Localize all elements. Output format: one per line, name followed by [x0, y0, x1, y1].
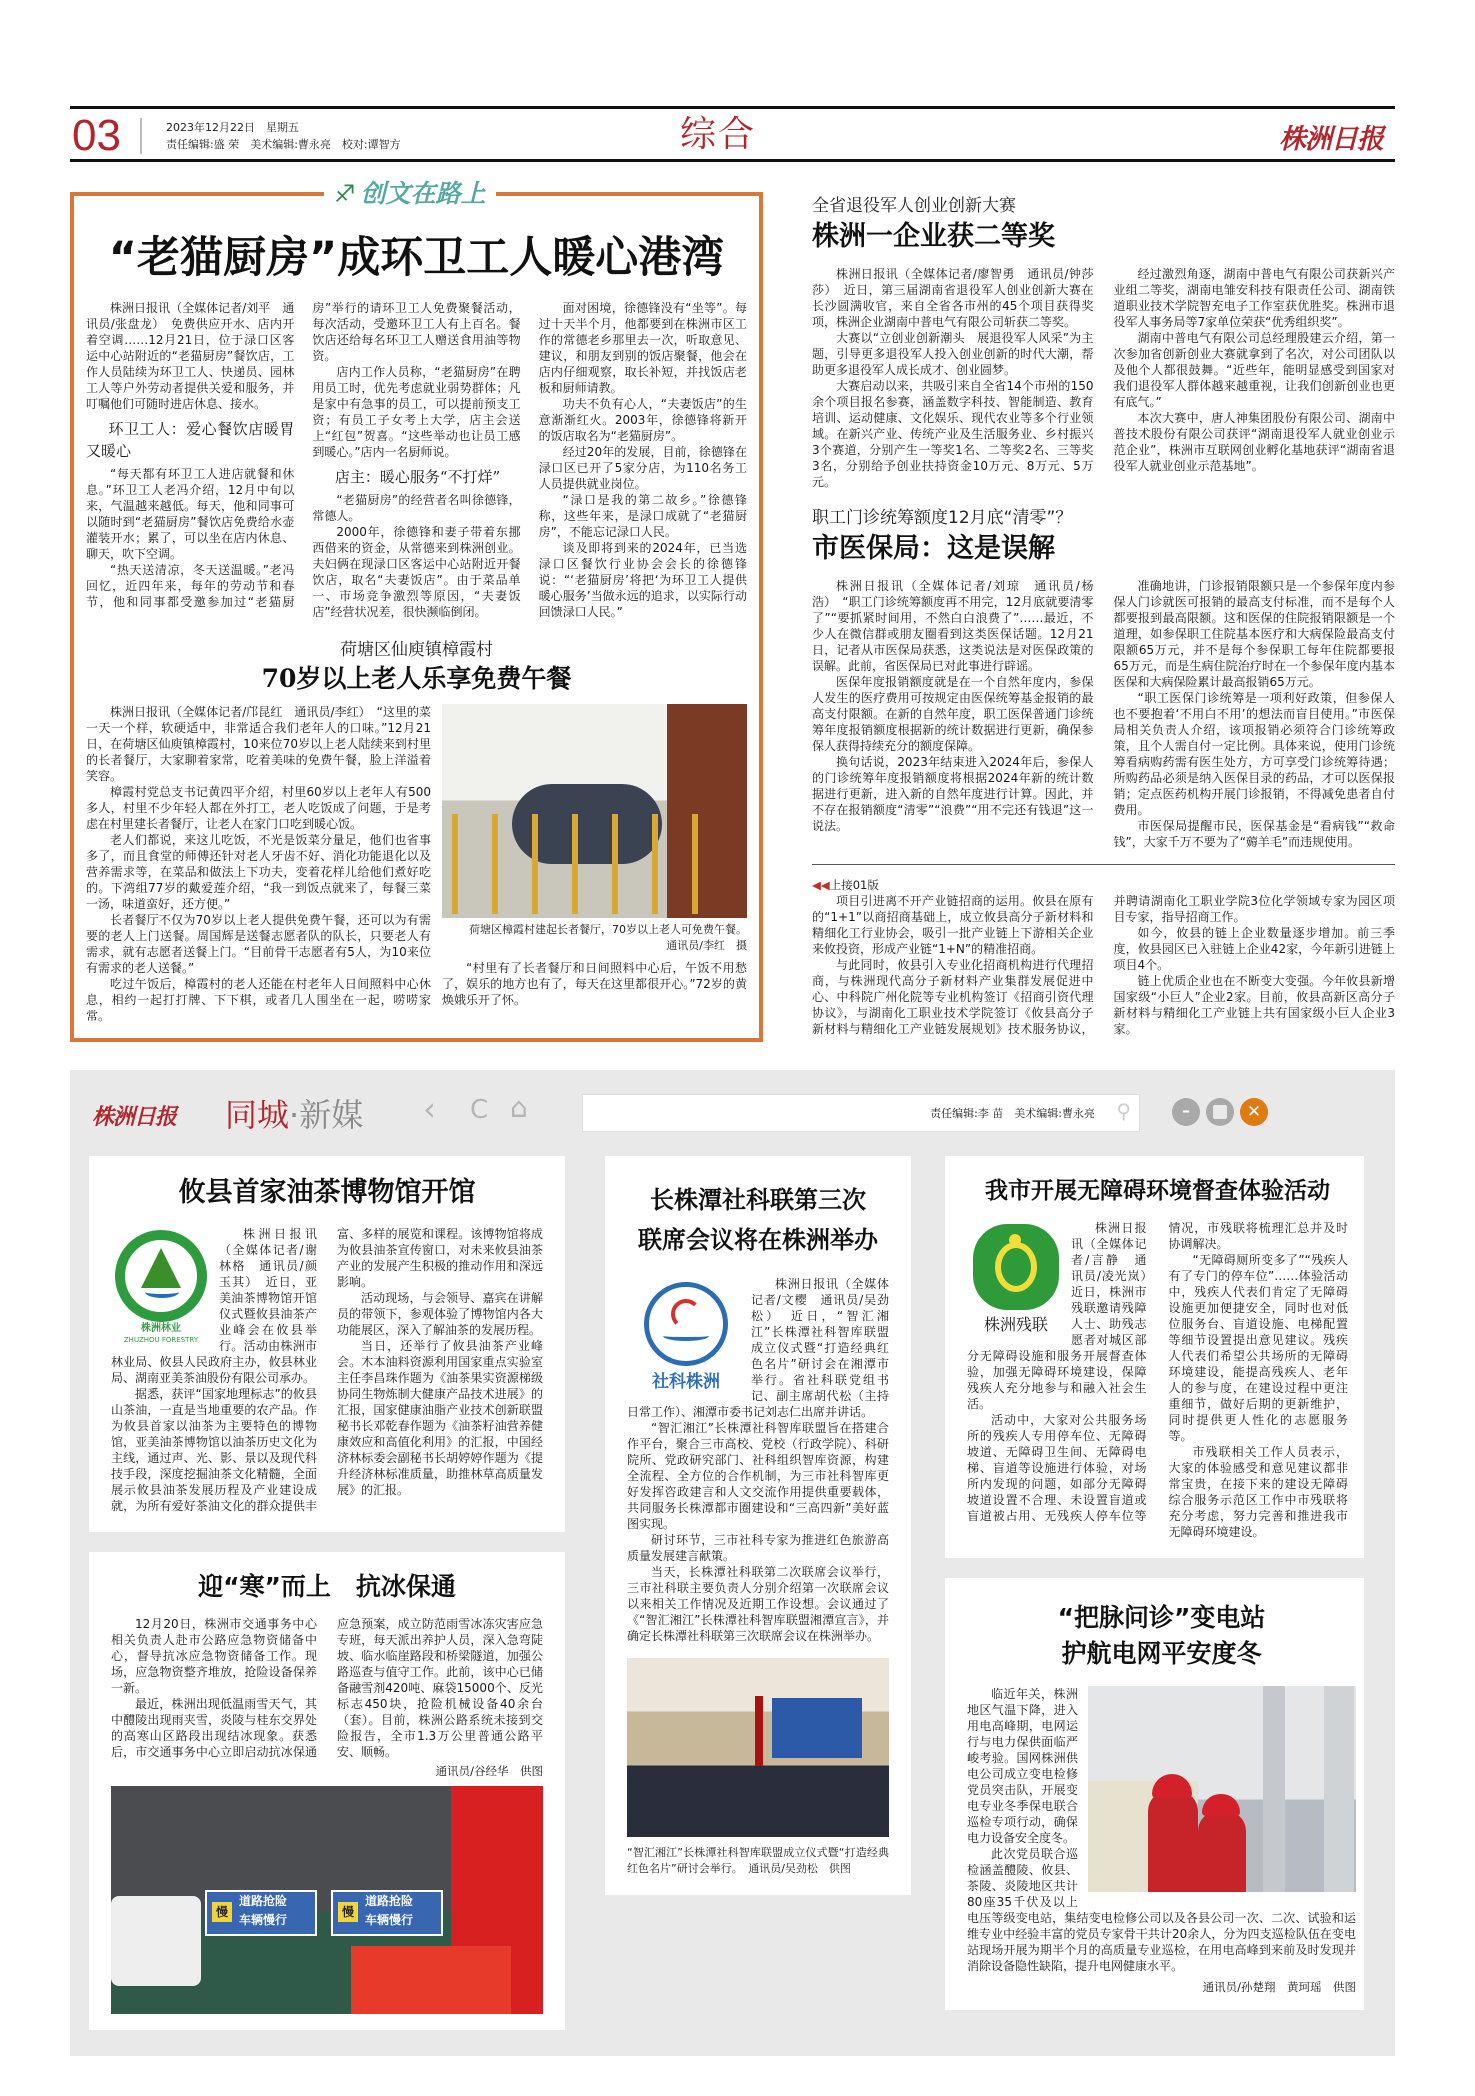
paragraph: 吃过午饭后，樟霞村的老人还能在村老年人日间照料中心休息，相约一起打打牌、下下棋，或者几人围坐在一起，唠唠家常。 — [86, 977, 431, 1023]
paragraph: 面对困境，徐德锋没有“坐等”。每过十天半个月，他都要到在株洲市区工作的常德老乡那里去一次，听取意见、建议，和朋友到别的饭店聚餐，他会在店内仔细观察，取长补短，并找饭店老板和厨师请教。 — [538, 301, 747, 395]
paragraph: 湖南中普电气有限公司总经理殷建云介绍，第一次参加省创新创业大赛就拿到了名次，对公司团队以及他个人都很鼓舞。“近些年，能明显感受到国家对我们退役军人群体越来越重视，让我们创新创业也更有底气。” — [1113, 331, 1395, 409]
ice-card — [89, 1552, 565, 2030]
ice-body — [111, 1616, 543, 1760]
maximize-button[interactable] — [1206, 1098, 1234, 1126]
paragraph: 株洲日报讯（全媒体记者/谢林格 通讯员/颜玉其） 近日，亚美油茶博物馆开馆仪式暨攸县油茶产业峰会在攸县举行。活动由株洲市林业局、攸县人民政府主办，攸县林业局、湖南亚美茶油股份有限公司承办。 — [111, 1227, 317, 1385]
brand-gray: ·新媒 — [289, 1096, 364, 1134]
elders-photo-column — [442, 704, 747, 1024]
sign-line: 道路抢险 — [239, 1894, 288, 1908]
sign-line: 道路抢险 — [365, 1894, 414, 1908]
paragraph: 换句话说，2023年结束进入2024年后，参保人的门诊统筹年度报销额度将根据2024年新的统计数据进行更新，进入新的自然年度进行计算。因此，并不存在报销额度“清零”“浪费”“用不完还有钱退”这一说法。 — [812, 755, 1094, 833]
elders-closing — [442, 960, 747, 1008]
header-meta — [166, 119, 401, 153]
paragraph: “职工医保门诊统筹是一项利好政策，但参保人也不要抱着‘不用白不用’的想法而盲目使用。”市医保局相关负责人介绍，该项报销必须符合门诊统筹政策，且个人需自付一定比例。具体来说，使用门诊统筹看病购药需有医生处方，方可享受门诊统筹待遇；所购药品必须是纳入医保目录的药品，才可以医保报销；定点医药机构开展门诊报销，不得减免患者自付费用。 — [1113, 691, 1395, 817]
headline-line: 护航电网平安度冬 — [1061, 1639, 1262, 1668]
elders-photo-caption — [442, 922, 747, 954]
paragraph: 本次大赛中，唐人神集团股份有限公司、湖南中普技术股份有限公司获评“湖南退役军人就业创业示范企业”，株洲市互联网创业孵化基地获评“湖南省退役军人就业创业示范基地”。 — [1113, 411, 1395, 473]
right-card-stack — [945, 1156, 1364, 2010]
paragraph: 株洲日报讯（全媒体记者/刘平 通讯员/张盘龙） 免费供应开水、店内开着空调……12月21日，位于渌口区客运中心站附近的“老猫厨房”餐饮店，工作人员陆续为环卫工人、快递员、园林工人等户外劳动者提供关爱和服务，并叮嘱他们可随时进店休息、接水。 — [86, 301, 295, 411]
veterans-headline: 株洲一企业获二等奖 — [812, 221, 1055, 252]
brand-red: 同城 — [225, 1096, 290, 1134]
elders-kicker: 荷塘区仙庾镇樟霞村 — [340, 640, 493, 660]
lead-headline: “老猫厨房”成环卫工人暖心港湾 — [108, 233, 725, 283]
supplement-brand — [225, 1090, 363, 1136]
paragraph: 株洲日报讯（全媒体记者/文樱 通讯员/吴劲松） 近日，“智汇湘江”长株潭社科智库联盟成立仪式暨“打造经典红色名片”研讨会在湘潭市举行。省社科联党组书记、副主席胡代松（主持日常工作）、湘潭市委书记刘志仁出席并讲话。 — [627, 1277, 889, 1419]
paragraph: 项目引进离不开产业链招商的运用。攸县在原有的“1+1”以商招商基础上，成立攸县高分子新材料和精细化工行业协会，吸引一批产业链上下游相关企业来攸投资，形成产业链“1+N”的精准招商。 — [812, 894, 1094, 956]
barrier-headline: 我市开展无障碍环境督查体验活动 — [985, 1177, 1330, 1204]
close-button[interactable]: ✕ — [1240, 1098, 1268, 1126]
search-bar[interactable] — [582, 1094, 1140, 1132]
medical-body — [812, 578, 1395, 850]
double-arrow-left-icon: ◀◀ — [812, 878, 830, 892]
medical-kicker: 职工门诊统筹额度12月底“清零”？ — [812, 508, 1073, 528]
page-number: 03 — [72, 111, 121, 160]
paragraph: 市医保局提醒市民，医保基金是“看病钱”“救命钱”，大家千万不要为了“薅羊毛”而违规使用。 — [1113, 819, 1395, 849]
substation-body — [967, 1686, 1356, 1974]
continued-body — [812, 893, 1395, 1037]
social-headline — [627, 1180, 889, 1260]
headline-line: “把脉问诊”变电站 — [1057, 1603, 1266, 1632]
lead-article — [70, 179, 763, 1042]
runner-icon: ♐ — [334, 180, 356, 208]
paragraph: 研讨环节，三市社科专家为推进红色旅游高质量发展建言献策。 — [627, 1533, 889, 1563]
supplement-toolbar — [89, 1070, 1395, 1156]
newspaper-logo: 株洲日报 — [1279, 124, 1383, 155]
substation-credit: 通讯员/孙楚翔 黄珂瑶 供图 — [1202, 1980, 1356, 1994]
emergency-supplies-photo — [111, 1786, 543, 2014]
sign-line: 车辆慢行 — [239, 1913, 288, 1927]
paragraph: 经过激烈角逐，湖南中普电气有限公司获新兴产业组二等奖，湖南电雏安科技有限责任公司、湖南铁道职业技术学院智充电子工作室获优胜奖。株洲市退役军人事务局等7家单位荣获“优秀组织奖”。 — [1113, 267, 1395, 329]
camellia-headline: 攸县首家油茶博物馆开馆 — [178, 1177, 476, 1208]
conference-photo — [627, 1658, 889, 1837]
refresh-icon[interactable]: C — [470, 1095, 489, 1125]
issue-date: 2023年12月22日 星期五 — [166, 121, 299, 134]
home-icon[interactable]: ⌂ — [510, 1091, 528, 1124]
paragraph: 如今，攸县的链上企业数量逐步增加。前三季度，攸县园区已入驻链上企业42家，今年新引进链上项目4个。 — [1113, 926, 1395, 972]
logo-text: 株洲残联 — [983, 1315, 1048, 1334]
right-column — [812, 192, 1395, 1042]
continued-text: 上接01版 — [829, 878, 879, 892]
paragraph: 市残联相关工作人员表示，大家的体验感受和意见建议都非常宝贵，在接下来的建设无障碍综合服务示范区工作中市残联将充分考虑，努力完善和推进我市无障碍环境建设。 — [1168, 1445, 1348, 1539]
paragraph: “热天送清凉，冬天送温暖。”老冯回忆，近四年来，每年的劳动节和春节，他和同事都受邀参加过“老猫厨房”举行的请环卫工人免费聚餐活动，每次活动，受邀环卫工人有上百名。餐饮店还给每名环卫工人赠送食用油等物资。 — [86, 301, 521, 609]
substation-card — [945, 1578, 1364, 2010]
logo-text: 株洲林业 — [141, 1323, 181, 1334]
caption-text: “智汇湘江”长株潭社科智库联盟成立仪式暨“打造经典红色名片”研讨会举行。 — [627, 1846, 889, 1875]
search-text: 责任编辑:李 苗 美术编辑:曹永亮 — [930, 1107, 1095, 1120]
paragraph: 大赛以“立创业创新潮头 展退役军人风采”为主题，引导更多退役军人投入创业创新的时代大潮，帮助更多退役军人成长成才、创业圆梦。 — [812, 331, 1094, 377]
slow-mark: 慢 — [212, 1902, 232, 1922]
logo-subtext: ZHUZHOU FORESTRY — [123, 1336, 199, 1344]
badge-text: 创文在路上 — [360, 179, 486, 208]
camellia-card — [89, 1156, 565, 1532]
paragraph: 当天，长株潭社科联第二次联席会议举行，三市社科联主要负责人分别介绍第一次联席会议以来相关工作情况及近期工作设想。会议通过了《“智汇湘江”长株潭社科智库联盟湘潭宣言》，并确定长株潭社科联第三次联席会议在株洲举办。 — [627, 1565, 889, 1643]
barrier-body — [967, 1220, 1348, 1540]
lead-body — [86, 300, 747, 620]
elders-headline: 70岁以上老人乐享免费午餐 — [261, 664, 572, 693]
column-badge — [324, 174, 496, 214]
paragraph: “村里有了长者餐厅和日间照料中心后，午饭不用愁了，娱乐的地方也有了，每天在这里都很开心。”72岁的黄焕娥乐开了怀。 — [442, 961, 747, 1007]
search-icon[interactable]: ⚲ — [1116, 1099, 1131, 1123]
paragraph: 株洲日报讯（全媒体记者/邝昆红 通讯员/李红） “这里的菜一天一个样，软硬适中，非常适合我们老年人的口味。”12月21日，在荷塘区仙庾镇樟霞村，10来位70岁以上老人陆续来到村里的长者餐厅，大家聊着家常，吃着美味的免费午餐，脸上洋溢着笑容。 — [86, 705, 431, 783]
minimize-button[interactable]: – — [1172, 1098, 1200, 1126]
disabled-federation-logo — [967, 1224, 1065, 1336]
continued-label — [812, 877, 1395, 893]
supplement-panel — [70, 1070, 1395, 2056]
camellia-body — [111, 1226, 543, 1514]
left-card-stack — [89, 1156, 565, 2030]
subheading: 环卫工人：爱心餐饮店暖胃又暖心 — [86, 420, 295, 460]
substation-headline — [967, 1600, 1356, 1672]
subheading: 店主：暖心服务“不打烊” — [334, 468, 501, 486]
top-section — [70, 179, 1395, 1042]
paragraph: 当日，还举行了攸县油茶产业峰会。木本油料资源利用国家重点实验室主任李昌珠作题为《油茶果实资源梯级协同生物炼制大健康产品技术进展》的汇报，国家健康油脂产业技术创新联盟秘书长邓乾春作题为《油茶籽油营养健康效应和高值化利用》的汇报，中国经济林标委会副秘书长胡婷婷作题为《提升经济林标准质量，助推林草高质量发展》的汇报。 — [337, 1339, 543, 1497]
paragraph: 2000年，徐德锋和妻子带着东挪西借来的资金，从常德来到株洲创业。夫妇俩在现渌口区客运中心站附近开餐饮店，取名“夫妻饭店”。由于菜品单一、市场竞争激烈等原因，“夫妻饭店”经营状况差，很快濒临倒闭。 — [312, 525, 521, 619]
paragraph: 活动中，大家对公共服务场所的残疾人专用停车位、无障碍坡道、无障碍卫生间、无障碍电梯、盲道等设施进行体验，对场所内发现的问题，如部分无障碍坡道设置不合理、未设置盲道或盲道被占用、无残疾人停车位等情况，市残联将梳理汇总并及时协调解决。 — [967, 1221, 1348, 1523]
paragraph: 店内工作人员称，“老猫厨房”在聘用员工时，优先考虑就业弱势群体；凡是家中有急事的员工，可以提前预支工资；有员工子女考上大学，店主会送上“红包”贺喜。“这些举动也让员工感到暖心。”店内一名厨师说。 — [312, 365, 521, 459]
newspaper-page — [70, 0, 1395, 2096]
ice-headline: 迎“寒”而上 抗冰保通 — [198, 1572, 456, 1601]
paragraph: 活动现场，与会领导、嘉宾在讲解员的带领下，参观体验了博物馆内各大功能展区，深入了解油茶的发展历程。 — [337, 1291, 543, 1337]
paragraph: 株洲日报讯（全媒体记者/刘琼 通讯员/杨浩） “职工门诊统筹额度再不用完，12月底就要清零了”“要抓紧时间用，不然白白浪费了”……最近，不少人在微信群或朋友圈看到这类医保话题。12月21日，记者从市医保局获悉，这类说法是对医保政策的误解。此前，省医保局已对此事进行辟谣。 — [812, 579, 1094, 673]
paragraph: 株洲日报讯（全媒体记者/言静 通讯员/凌光岚） 近日，株洲市残联邀请残障人士、助残志愿者对城区部分无障碍设施和服务开展督查体验，加强无障碍环境建设，保障残疾人充分地参与和融入社会生活。 — [967, 1221, 1159, 1411]
road-sign — [331, 1890, 443, 1936]
paragraph: 与此同时，攸县引入专业化招商机构进行代理招商，与株洲现代高分子新材料产业集群发展促进中心、中科院广州化院等专业机构签订《招商引资代理协议》，与湖南化工职业技术学院签订《攸县高分子新材料与精细化工产业链发展规划》技术服务协议，并聘请湖南化工职业学院3位化学领域专家为园区项目专家，指导招商工作。 — [812, 894, 1395, 1036]
section-title: 综合 — [680, 114, 757, 155]
forestry-logo — [111, 1230, 211, 1345]
paragraph: 老人们都说，来这儿吃饭，不光是饭菜分量足，他们也省事多了，而且食堂的师傅还针对老人牙齿不好、消化功能退化以及营养需求等，在菜品和做法上下功夫，变着花样儿给他们煮好吃的。下湾组77岁的戴爱莲介绍，“我一到饭点就来了，每餐三菜一汤，味道蛮好，还方便。” — [86, 833, 431, 911]
paragraph: 临近年关，株洲地区气温下降，进入用电高峰期，电网运行与电力保供面临严峻考验。国网株洲供电公司成立变电检修党员突击队，开展变电专业冬季保电联合巡检专项行动，确保电力设备安全度冬。 — [967, 1687, 1078, 1845]
supplement-logo: 株洲日报 — [92, 1104, 177, 1130]
paragraph: “无障碍厕所变多了”“残疾人有了专门的停车位”……体验活动中，残疾人代表们肯定了无障碍设施更加便捷安全，同时也对低位服务台、盲道设施、电梯配置等细节设置提出意见建议。残疾人代表们希望公共场所的无障碍环境建设，能提高残疾人、老年人的参与度，在建设过程中更注重细节，做好后期的更新维护，同时提供更人性化的志愿服务等。 — [1168, 1253, 1348, 1443]
paragraph: 谈及即将到来的2024年，已当选渌口区餐饮行业协会会长的徐德锋说：“‘老猫厨房’将把‘为环卫工人提供暖心服务’当做永远的追求，以实际行动回馈渌口人民。” — [538, 541, 747, 619]
medical-headline: 市医保局：这是误解 — [812, 533, 1055, 564]
social-photo-caption — [627, 1845, 889, 1877]
social-science-logo — [627, 1282, 745, 1394]
photo-credit: 通讯员/吴劲松 供图 — [748, 1862, 851, 1875]
elders-dining-photo — [442, 704, 747, 918]
substation-inspection-photo — [1088, 1686, 1356, 1892]
header-divider — [140, 118, 142, 154]
paragraph: “老猫厨房”的经营者名叫徐德锋，常德人。 — [312, 493, 521, 523]
paragraph: 据悉，获评“国家地理标志”的攸县山茶油，一直是当地重要的农产品。作为攸县首家以油茶为主要特色的博物馆，亚美油茶博物馆以油茶历史文化为主线，通过声、光、影、景以及现代科技手段，深度挖掘油茶文化精髓，全面展示攸县油茶发展历程及产业建设成就，为所有爱好茶油文化的群众提供丰富、多样的展览和课程。该博物馆将成为攸县油茶宣传窗口，对未来攸县油茶产业的发展产生积极的推动作用和深远影响。 — [111, 1227, 543, 1513]
paragraph: 准确地讲，门诊报销限额只是一个参保年度内参保人门诊就医可报销的最高支付标准，而不是每个人都要报到最高限额。这和医保的住院报销限额是一个道理，如参保职工住院基本医疗和大病保险最高支付限额65万元，并不是每个参保职工每年住院都要报65万元，而是生病住院治疗时在一个参保年度内基本医保和大病保险累计最高报销65万元。 — [1113, 579, 1395, 689]
paragraph: “渌口是我的第二故乡。”徐德锋称，这些年来，是渌口成就了“老猫厨房”，不能忘记渌口人民。 — [538, 493, 747, 539]
sign-line: 车辆慢行 — [365, 1913, 414, 1927]
paragraph: 链上优质企业也在不断变大变强。今年攸县新增国家级“小巨人”企业2家。目前，攸县高新区高分子新材料与精细化工产业链上共有国家级小巨人企业3家。 — [1113, 974, 1395, 1036]
paragraph: 12月20日，株洲市交通事务中心相关负责人赴市公路应急物资储备中心，督导抗冰应急物资储备工作。现场，应急物资整齐堆放，抢险设备保养一新。 — [111, 1617, 317, 1695]
caption-text: 荷塘区樟霞村建起长者餐厅，70岁以上老人可免费午餐。 — [469, 923, 747, 936]
paragraph: 此次党员联合巡检涵盖醴陵、攸县、茶陵、炎陵地区共计80座35千伏及以上电压等级变电站，集结变电检修公司以及各县公司一次、二次、试验和运维专业中经验丰富的党员专家骨干共计20余人，分为四支巡检队伍在变电站现场开展为期半个月的高质量专业巡检，在用电高峰到来前及时发现并消除设备隐性缺陷，提升电网健康水平。 — [967, 1847, 1356, 1973]
road-sign — [205, 1890, 317, 1936]
barrier-card — [945, 1156, 1364, 1558]
headline-line: 长株潭社科联第三次 — [650, 1186, 866, 1214]
paragraph: 大赛启动以来，共吸引来自全省14个市州的150余个项目报名参赛，涵盖数字科技、智能制造、教育培训、运动健康、文化娱乐、现代农业等多个行业领域。在新兴产业、传统产业及生活服务业、乡村振兴3个赛道，分别产生一等奖1名、二等奖2名、三等奖3名，分别给予创业扶持资金10万元、8万元、5万元。 — [812, 379, 1094, 489]
paragraph: 樟霞村党总支书记黄四平介绍，村里60岁以上老年人有500多人，村里不少年轻人都在外打工，老人吃饭成了问题，于是考虑在村里建长者餐厅，让老人在家门口吃到暖心饭。 — [86, 785, 431, 831]
editor-credits: 责任编辑:盛 荣 美术编辑:曹永亮 校对:谭智方 — [166, 138, 401, 151]
page-header — [70, 106, 1395, 162]
paragraph: 功夫不负有心人，“夫妻饭店”的生意渐渐红火。2003年，徐德锋将新开的饭店取名为“老猫厨房”。 — [538, 397, 747, 443]
paragraph: 经过20年的发展，目前，徐德锋在渌口区已开了5家分店，为110名务工人员提供就业岗位。 — [538, 445, 747, 491]
ice-credit: 通讯员/谷经华 供图 — [435, 1764, 543, 1778]
headline-line: 联席会议将在株洲举办 — [638, 1226, 878, 1254]
paragraph: 株洲日报讯（全媒体记者/廖智勇 通讯员/钟莎莎） 近日，第三届湖南省退役军人创业创新大赛在长沙圆满收官，来自全省各市州的45个项目获得奖项，株洲企业湖南中普电气有限公司斩获二等奖。 — [812, 267, 1094, 329]
right-column-rule — [812, 864, 1395, 865]
social-card — [605, 1156, 911, 1895]
social-body — [627, 1276, 889, 1644]
slow-mark: 慢 — [338, 1902, 358, 1922]
veterans-kicker: 全省退役军人创业创新大赛 — [812, 196, 1016, 216]
photo-credit: 通讯员/李红 摄 — [666, 939, 747, 952]
supplement-cards — [89, 1156, 1395, 2030]
paragraph: “智汇湘江”长株潭社科智库联盟旨在搭建合作平台，聚合三市高校、党校（行政学院）、科研院所、党政研究部门、社科组织智库资源，构建全流程、全方位的合作机制，为三市社科智库更好发挥咨政建言和人文交流作用提供重要载体，共同服务长株潭都市圈建设和“三高四新”美好蓝图实现。 — [627, 1421, 889, 1531]
paragraph: “每天都有环卫工人进店就餐和休息。”环卫工人老冯介绍，12月中旬以来，气温越来越低。每天，他和同事可以随时到“老猫厨房”餐饮店免费给水壶灌装开水；累了，可以坐在店内休息、聊天，吹下空调。 — [86, 467, 295, 561]
veterans-body — [812, 266, 1395, 490]
paragraph: 医保年度报销额度就是在一个自然年度内，参保人发生的医疗费用可按规定由医保统筹基金报销的最高支付限额。在新的自然年度，职工医保普通门诊统筹年度报销额度根据新的统计数据进行更新，确保参保人获得持续充分的额度保障。 — [812, 675, 1094, 753]
elders-body — [86, 704, 431, 1024]
paragraph: 长者餐厅不仅为70岁以上老人提供免费午餐，还可以为有需要的老人上门送餐。周国辉是送餐志愿者队的队长，只要老人有需求，就有志愿者送餐上门。“目前骨干志愿者有5人，为10来位有需求的老人送餐。” — [86, 913, 431, 975]
back-icon[interactable]: ‹ — [423, 1090, 436, 1128]
elders-content — [86, 704, 747, 1024]
logo-text: 社科株洲 — [652, 1372, 720, 1392]
paragraph: 最近，株洲出现低温雨雪天气，其中醴陵出现雨夹雪，炎陵与桂东交界处的高寒山区路段出现结冰现象。获悉后，市交通事务中心立即启动抗冰保通应急预案，成立防范雨雪冰冻灾害应急专班，每天派出养护人员，深入急弯陡坡、临水临崖路段和桥梁隧道，加强公路巡查与值守工作。此前，该中心已储备融雪剂420吨、麻袋15000个、反光标志450块，抢险机械设备40余台（套）。目前，株洲公路系统未接到交险报告，全市1.3万公里普通公路平安、顺畅。 — [111, 1617, 543, 1759]
